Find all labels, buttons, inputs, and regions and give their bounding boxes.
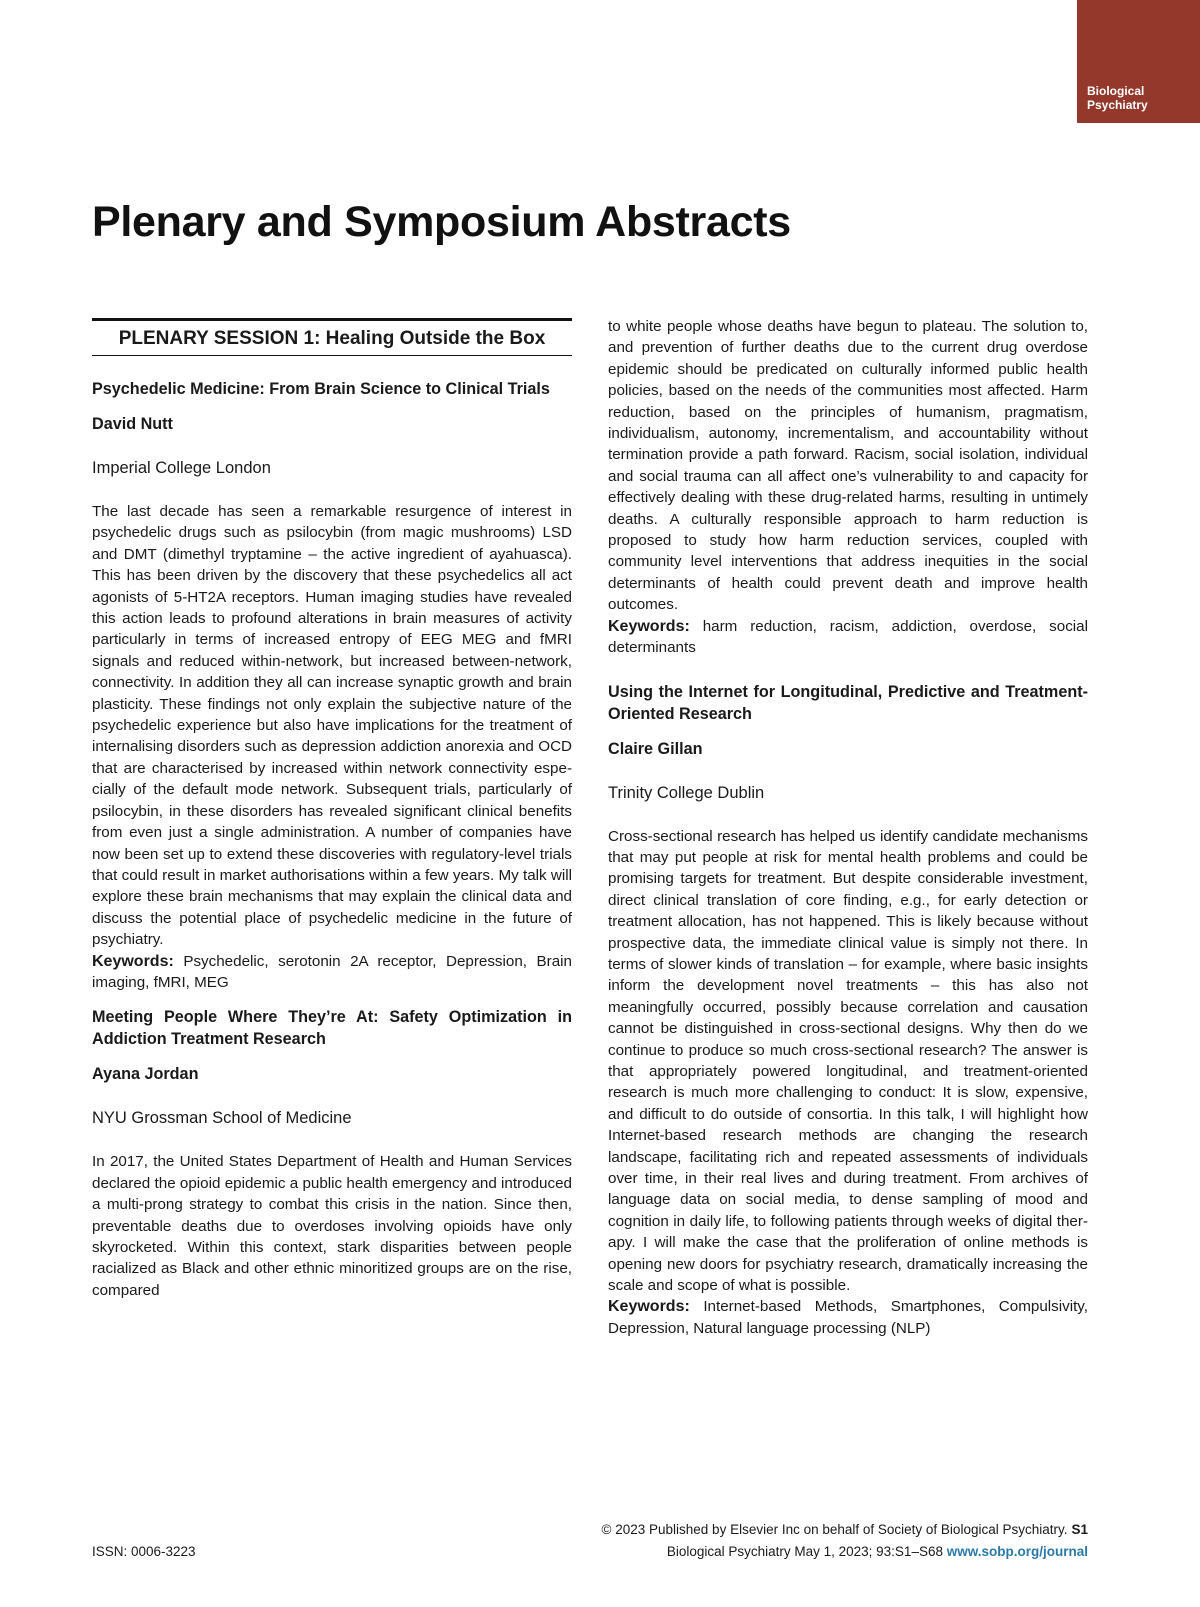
journal-link[interactable]: www.sobp.org/journal bbox=[946, 1544, 1088, 1559]
left-column bbox=[92, 318, 572, 1301]
keywords-text: Internet-based Methods, Smartphones, Compulsivity, Depression, Natural language processing (NLP) bbox=[608, 1298, 1088, 1337]
right-column bbox=[608, 316, 1088, 1352]
abstract-title: Using the Internet for Longitudinal, Predictive and Treatment-Oriented Research bbox=[608, 682, 1088, 723]
badge-line-1: Biological bbox=[1087, 84, 1145, 98]
journal-badge bbox=[1077, 0, 1200, 123]
abstract-author: David Nutt bbox=[92, 415, 173, 433]
abstract-body-continued: to white people whose deaths have begun to plateau. The solution to, and prevention of further deaths due to the current drug overdose epidemic should be predicated on culturally informed public health policies, based on the needs of the communities most affected. Harm reduction, based on the principles of humanism, pragmatism, individualism, autonomy, incrementalism, and accountability without termination provide a path forward. Racism, social isolation, individual and social trauma can all affect one’s vulnerability to and capacity for effectively dealing with these drug-related harms, resulting in untimely deaths. A culturally responsible approach to harm reduction is proposed to study how harm reduction services, coupled with community level interventions that address inequities in the social determinants of health could prevent death and improve health outcomes. bbox=[608, 318, 1088, 614]
abstract-title: Meeting People Where They’re At: Safety Optimization in Addiction Treatment Research bbox=[92, 1008, 572, 1049]
keywords-text: Psychedelic, serotonin 2A receptor, Depression, Brain imaging, fMRI, MEG bbox=[92, 952, 572, 991]
keywords-label: Keywords: bbox=[608, 617, 690, 635]
page-number: S1 bbox=[1071, 1522, 1088, 1537]
abstract-body: The last decade has seen a remarkable resurgence of interest in psychedelic drugs such as psilocybin (from magic mushrooms) LSD and DMT (dimethyl tryptamine – the active ingredient of ayahuasca). This has been driven by the discovery that these psychedelics all act agonists of 5-HT2A receptors. Human imaging studies have revealed this action leads to profound alterations in brain measures of activity particularly in terms of increased entropy of EEG MEG and fMRI signals and reduced within-network, but increased between-network, connectivity. In addition they all can increase synaptic growth and brain plasticity. These findings not only explain the subjective nature of the psychedelic experience but also have implications for the treatment of internalising disorders such as depression addiction anorexia and OCD that are characterised by increased within network connectivity especially of the default mode network. Subsequent trials, particularly of psilocybin, in these disorders has revealed significant clinical benefits from even just a single administration. A number of companies have now been set up to extend these discoveries with regulatory-level trials that could result in market authorisations within a few years. My talk will explore these brain mechanisms that may explain the clinical data and discuss the potential place of psychedelic medicine in the future of psychiatry. bbox=[92, 503, 572, 949]
issn: ISSN: 0006-3223 bbox=[92, 1544, 196, 1559]
citation-line bbox=[667, 1544, 1088, 1559]
abstract-keywords bbox=[608, 616, 1088, 659]
badge-line-2: Psychiatry bbox=[1087, 98, 1148, 112]
session-title: PLENARY SESSION 1: Healing Outside the Box bbox=[118, 328, 546, 349]
abstract-affiliation: Trinity College Dublin bbox=[608, 783, 765, 802]
abstract-author: Ayana Jordan bbox=[92, 1065, 199, 1084]
abstract-author: Claire Gillan bbox=[608, 739, 703, 758]
abstract-affiliation: NYU Grossman School of Medicine bbox=[92, 1109, 352, 1128]
session-header bbox=[92, 318, 572, 356]
page-title: Plenary and Symposium Abstracts bbox=[92, 198, 791, 246]
citation-text: Biological Psychiatry May 1, 2023; 93:S1–S68 bbox=[666, 1544, 943, 1559]
copyright-line bbox=[602, 1522, 1088, 1537]
abstract-affiliation: Imperial College London bbox=[92, 459, 271, 477]
keywords-label: Keywords: bbox=[608, 1298, 690, 1316]
keywords-label: Keywords: bbox=[92, 952, 174, 970]
abstract-title: Psychedelic Medicine: From Brain Science to Clinical Trials bbox=[92, 380, 550, 398]
copyright-text: © 2023 Published by Elsevier Inc on behalf of Society of Biological Psychiatry. bbox=[601, 1522, 1068, 1537]
abstract-keywords bbox=[92, 951, 572, 994]
abstract-body: Cross-sectional research has helped us identify candidate mechanisms that may put people at risk for mental health problems and could be promising targets for treatment. But despite considerable investment, direct clinical translation of core finding, e.g., for early detection or treatment allocation, has not happened. This is likely because without prospective data, the immediate clinical value is simply not there. In terms of slower kinds of translation – for example, where basic insights inform the development novel treatments – this has also not meaningfully occurred, possibly because correlation and causation cannot be distinguished in cross-sectional designs. Why then do we continue to produce so much cross-sectional research? The answer is that appropriately powered longitudinal, and treatment-oriented research is much more challenging to conduct: It is slow, expensive, and difficult to do outside of consortia. In this talk, I will highlight how Internet-based research methods are changing the research landscape, facilitating rich and repeated assessments of individuals over time, in their real lives and during treatment. From archives of language data on social media, to dense sampling of mood and cognition in daily life, to following patients through weeks of digital therapy. I will make the case that the proliferation of online methods is opening new doors for psychiatry research, dramatically increasing the scale and scope of what is possible. bbox=[608, 827, 1088, 1295]
abstract-body: In 2017, the United States Department of Health and Human Services declared the opioid epidemic a public health emergency and introduced a multi-prong strategy to combat this crisis in the nation. Since then, preventable deaths due to overdoses involving opioids have only skyrocketed. Within this context, stark disparities between people racialized as Black and other ethnic minoritized groups are on the rise, compared bbox=[92, 1153, 572, 1299]
keywords-text: harm reduction, racism, addiction, overdose, social determinants bbox=[608, 617, 1088, 657]
abstract-keywords bbox=[608, 1296, 1088, 1339]
